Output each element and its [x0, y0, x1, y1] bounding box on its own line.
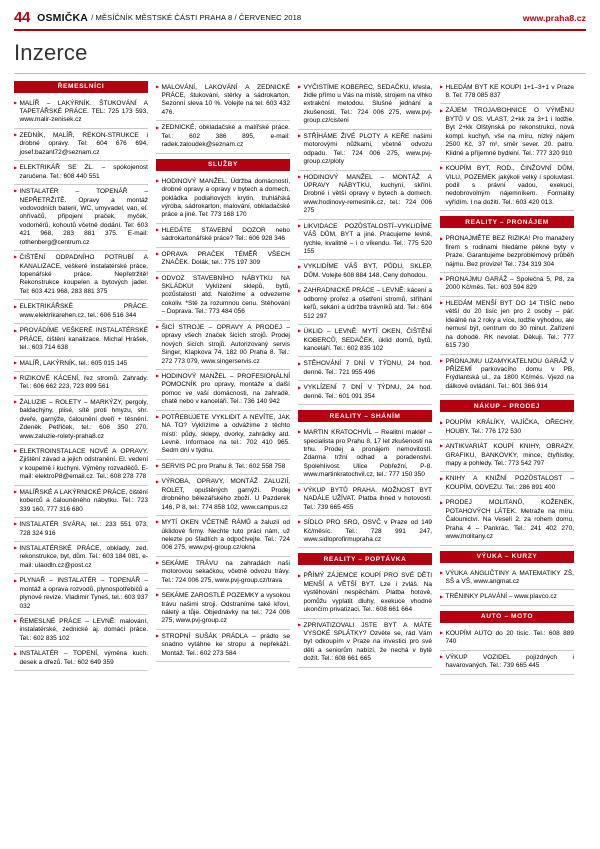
classified-ad: ▶ LIKVIDACE POZŮSTALOSTÍ–VYKLIDÍME VÁŠ DŮM, BYT a jiné. Pracujeme levně, rychle, kvalitně – i o víkendu. Tel.: 775 520 155 [298, 220, 432, 261]
category-heading: REALITY – PRONÁJEM [440, 216, 574, 228]
classified-ad: ▶ ZAHRADNICKÉ PRÁCE – LEVNĚ: kácení a odborný prořez a ošetření stromů, stříhání keřů, sekání a údržba trávníků atd. Tel.: 604 512 297 [298, 284, 432, 325]
classified-ad: ▶ STĚHOVÁNÍ 7 DNÍ V TÝDNU, 24 hod. denně. Tel.: 721 955 496 [298, 357, 432, 381]
classified-ad: ▶ PROVÁDÍME VEŠKERÉ INSTALATÉRSKÉ PRÁCE, čištění kanalizace. Michal Hrášek, tel.: 603 714 638 [14, 324, 148, 356]
classified-ad: ▶ OPRAVA PRAČEK TÉMĚŘ VŠECH ZNAČEK. Dolák, tel.: 775 197 309 [156, 248, 290, 272]
classified-ad: ▶ MALÍŘ, LAKÝRNÍK, tel.: 605 015 145 [14, 357, 148, 372]
classified-ad: ▶ HLEDÁM MENŠÍ BYT DO 14 TISÍC nebo větší do 20 tisíc jen pro 2 osoby – pár. Ideálně na 2 roky a více, lodžie výhodou, ale nemusí být, centrum do 30 minut. Zařízení na dohodě. RK nevolat. Děkuji. Tel.: 777 615 730 [440, 297, 574, 355]
classified-ad: ▶ SÍDLO PRO SRO, OSVČ v Praze od 149 Kč/měsíc. Tel.: 728 991 247, www.sidloprofirmupraha.cz [298, 516, 432, 548]
classified-ad: ▶ ZEDNÍK, MALÍŘ, REKON-STRUKCE i drobné opravy. Tel: 604 676 694, josef.bazant72@seznam.cz [14, 129, 148, 161]
page-title: Inzerce [14, 39, 88, 65]
classified-ad: ▶ TRÉNINKY PLAVÁNÍ – www.plavco.cz [440, 590, 574, 605]
classifieds-columns [0, 74, 600, 846]
classified-ad: ▶ ŽALUZIE – ROLETY – MARKÝZY, pergoly, baldachýny, plisé, sítě proti hmyzu, shr. dveře, garnýže, čalounění dveří + těsnění. Zdeněk Petříček, tel.: 606 350 270, www.zaluzie-rolety-praha8.cz [14, 396, 148, 445]
category-heading: ŘEMESLNÍCI [14, 81, 148, 93]
classifieds-column [156, 81, 290, 836]
category-heading: NÁKUP – PRODEJ [440, 400, 574, 412]
classified-ad: ▶ MALÍŘSKÉ A LAKÝRNICKÉ PRÁCE, čištění koberců a čalouněného nábytku. Tel.: 723 339 160, 777 316 680 [14, 486, 148, 518]
classified-ad: ▶ ZÁJEM TROJA/BOHNICE O VÝMĚNU BYTŮ V OS. VLAST. 2+kk za 3+1 i lodžie. Byt 2+kk Olštýnská po rekonstrukci, nová kompl. kuchyň, vše na míru, nízký nájem 2500 Kč, 37 m², směr sever. 20. patro. Klidné a příjemné bydlení. Tel.: 777 320 910 [440, 104, 574, 162]
classified-ad: ▶ SEKÁME TRÁVU na zahradách naši motorovou sekačkou, včetně odvozu trávy. Tel.: 724 006 275, www.pvj-group.cz/trava [156, 557, 290, 589]
classified-ad: ▶ MYTÍ OKEN VČETNĚ RÁMŮ a žaluzií od úklidové firmy. Nechte tuto práci nám, už nelezte po šfadlích a odpočívejte. Tel.: 724 006 275, www.pvj-group.cz/okna [156, 516, 290, 557]
page-number: 44 [14, 9, 31, 26]
classified-ad: ▶ MARTIN KRATOCHVÍL – Realitní makléř – specialista pro Prahu 8, 17 let zkušeností na trhu. Prodej a pronájem nemovitostí. Zdarma tržní odhad a poradenství. SpolehIivost. Ulice Pobřežní, P-8. www.martinkratochvil.cz, tel.: 777 150 350 [298, 426, 432, 484]
classified-ad: ▶ ELEKTRIKÁŘ SE ZL. – spokojenost zaručena. Tel.: 608 440 551 [14, 161, 148, 185]
classified-ad: ▶ HODINOVÝ MANŽEL – MONTÁŽ A ÚPRAVY NÁBYTKU, kuchyní, skříní. Drobné i větší opravy v bytech a domech. www.hodinovy-remeslnik.cz, tel.: 724 006 275 [298, 171, 432, 220]
classified-ad: ▶ PRONAJMĚTE BEZ RIZIKA! Pro manažery firem s rodinami hledáme pěkné byty v Praze. Garantujeme bezproblémový průběh nájmu. Bez provize! Tel.: 734 319 304 [440, 232, 574, 273]
website-link[interactable]: www.praha8.cz [522, 12, 586, 23]
classified-ad: ▶ KOUPÍM AUTO do 20 tisíc. Tel.: 608 889 740 [440, 627, 574, 651]
category-heading: AUTO – MOTO [440, 611, 574, 623]
classified-ad: ▶ SERVIS PC pro Prahu 8. Tel.: 602 558 758 [156, 460, 290, 475]
classified-ad: ▶ PRODEJ MOLITANŮ, KOŽENEK, POTAHOVÝCH LÁTEK. Metraže na míru. Čalounictví. Na Veselí 2, za rohem domu, Praha 4 – Pankrác. Tel.: 241 402 270, www.molitany.cz [440, 496, 574, 545]
classified-ad: ▶ VÝKUP VOZIDEL pojízdných i havarovaných. Tel.: 739 665 445 [440, 651, 574, 675]
classified-ad: ▶ PŘÍMÝ ZÁJEMCE KOUPÍ PRO SVÉ DĚTI MENŠÍ A VĚTŠÍ BYT. Lze i zvláš. Na vystěhování nespěchám. Platba hotově, pomůžu vyplatit dluhy, exekuce vhodné ukončím privatizaci. Tel.: 608 661 664 [298, 569, 432, 618]
classified-ad: ▶ POTŘEBUJETE VYKLIDIT A NEVÍTE, JAK NA TO? Vyklízíme a odvážíme z těchto místí: půdy, sklepy, dvorky, zahrádky atd. Levně. Informace na tel.: 702 410 965. Sedm dní v týdnu. [156, 411, 290, 460]
page-header [0, 0, 600, 26]
category-heading: REALITY – SHÁNÍM [298, 410, 432, 422]
classified-ad: ▶ HODINOVÝ MANŽEL. Údržba domácností, drobné opravy a opravy v bytech a domech, pokládka podlahových krytin, truhlářská výroba, sádrokarton, malování, obkladačské práce a jiné. Tel: 773 168 170 [156, 175, 290, 224]
classified-ad: ▶ INSTALATÉR – TOPENÍ, výměna kuch. desek a dřezů. Tel.: 602 649 359 [14, 647, 148, 671]
classified-ad: ▶ ŘEMESLNÉ PRÁCE – LEVNĚ: malování, instalatérské, zednické aj. domácí práce. Tel.: 602 835 102 [14, 615, 148, 647]
classified-ad: ▶ POUPÍM KRÁLÍKY, VAJÍČKA, OŘECHY, HOUBY. Tel.: 776 172 530 [440, 416, 574, 440]
classified-ad: ▶ PRONAJMU UZAMYKATELNOU GARÁŽ V PŘÍZEMÍ parkovacího domu v PB, Frýdlantská ul., za 1800 Kč/měs. Vjezd na dálkové ovládání. Tel.: 601 366 914 [440, 355, 574, 396]
classified-ad: ▶ ANTIKVARIÁT KOUPÍ KNIHY, OBRAZY, GRAFIKU, BANKOVKY, mince, čtyřlístky, mapy a pohledy. Tel.: 773 542 797 [440, 440, 574, 472]
classified-ad: ▶ PRONAJMU GARÁŽ – Společná 5, P8, za 2000 Kč/měs. Tel.: 603 594 829 [440, 273, 574, 297]
classified-ad: ▶ VYKLÍZENÍ 7 DNÍ V TÝDNU, 24 hod. denně. Tel.: 601 091 354 [298, 381, 432, 405]
classified-ad: ▶ INSTALATÉRSKÉ PRÁCE, obklady, zed. rekonstrukce, byt, dům. Tel.: 603 184 081, e-mail: ulaodln.cz@post.cz [14, 542, 148, 574]
classified-ad: ▶ ZEDNICKÉ, obkladačské a malířské práce. Tel.: 602 386 895, e-mail: radek.zaloudek@seznam.cz [156, 121, 290, 153]
classified-ad: ▶ STROPNÍ SUŠÁK PRÁDLA – prádlo se snadno vytáhne ke stropu a nepřekáží. Montáž. Tel.: 602 273 584 [156, 630, 290, 662]
classified-ad: ▶ INSTALATÉR – TOPENÁŘ – NEPŘETRŽITĚ. Opravy a montáž vodovodních baterií, WC, umyvadel, van, el. ohřívačů, připojení praček, myček, vodoměrů, kohoutů včetně dodání. Tel: 603 421 968, 283 881 375. E-mail: rothenberg@centrum.cz [14, 185, 148, 251]
classified-ad: ▶ VÝROBA, OPRAVY, MONTÁŽ ZALUZIÍ, ROLET, opuštěných garnýží. Prodej drobného bělezářského zboží. U Pazderek 146, P 8, tel.: 774 858 102, www.campus.cz [156, 475, 290, 516]
category-heading: SLUŽBY [156, 159, 290, 171]
classified-ad: ▶ KNIHY A KNIŽNÍ POZŮSTALOST – KOUPÍM, ODVEZU. Tel.: 286 891 400 [440, 472, 574, 496]
classifieds-column [14, 81, 148, 836]
classified-ad: ▶ HLEDÁM BYT KE KOUPI 1+1–3+1 v Praze 8. Tel: 778 085 837 [440, 81, 574, 105]
category-heading: REALITY – POPTÁVKA [298, 553, 432, 565]
classified-ad: ▶ KOUPÍM BYT, ROD., ČINŽOVNÍ DŮM, VILU, POZEMEK jakýkoli velký i spoluvlast. podíl s právní vadou, exekucí, nedobrovolným nájemníkem. Formality vyřídím. I na dožití. Tel.: 603 420 013. [440, 162, 574, 211]
classified-ad: ▶ RIZIKOVÉ KÁCENÍ, řez stromů. Zahrady. Tel.: 606 662 223, 723 899 561 [14, 372, 148, 396]
classified-ad: ▶ HLEDÁTE STAVEBNÍ DOZOR nebo sádrokartonářské práce? Tel.: 606 928 346 [156, 224, 290, 248]
classifieds-column [298, 81, 432, 836]
classified-ad: ▶ ELEKTROINSTALACE NOVÉ A OPRAVY. Zjištění závad a jejich odstranění. El. vedení v koupelně i kuchyni. Výměny rozvaděčů. E-mail: elektroP8@email.cz. Tel.: 608 278 778 [14, 445, 148, 486]
classified-ad: ▶ VÝKUP BYTŮ PRAHA. MOŽNOST BYT NADÁLE UŽÍVAT. Platba ihned v hotovosti. Tel.: 739 665 455 [298, 484, 432, 516]
classified-ad: ▶ VÝUKA ANGLIČTINY A MATEMATIKY ZŠ, SŠ a VŠ, www.angmat.cz [440, 567, 574, 591]
classified-ad: ▶ INSTALATÉR SVÁRA, tel.: 233 551 973, 728 324 916 [14, 518, 148, 542]
classified-ad: ▶ PLYNAŘ – INSTALATÉR – TOPENÁŘ – montáž a oprava rozvodů, plynospotřebičů a plynové revize. Vladimír Tyneš, tel.: 603 937 032 [14, 574, 148, 615]
classified-ad: ▶ SEKÁME ZAROSTLÉ POZEMKY a vysokou trávu našimi stroji. Odstraníme také křoví, náletý a tůje. Objednávky na tel.: 724 006 275, www.pvj-group.cz [156, 589, 290, 630]
classified-ad: ▶ VYČISTÍME KOBEREC, SEDAČKU, křesla, židle přímo u Vás na místě, strojem na vlhko extrakční metodou. Slušné jednání a zkušenosti. Tel.: 724 006 275, www.pvj-group.cz/cisteni [298, 81, 432, 130]
classified-ad: ▶ MALOVÁNÍ, LAKOVÁNÍ A ZEDNICKÉ PRÁCE, štukování, stěrky a sádrokarton. Sezonní sleva 10 %. Volejte na tel. 603 432 476. [156, 81, 290, 122]
category-heading: VÝUKA – KURZY [440, 551, 574, 563]
classified-ad: ▶ ŠICÍ STROJE – OPRAVY A PRODEJ – opravy všech značek šicích strojů. Prodej nových šicích strojů. Autorizovaný servis Singer, Klapkova 74, 182 00 Praha 8. Tel.: 272 773 079, www.singerservis.cz [156, 321, 290, 370]
classified-ad: ▶ ČIŠTĚNÍ ODPADNÍHO POTRUBÍ A KANALIZACE, veškeré instalatérské práce, topenářské práce. Nepřetržitě! Rekonstrukce koupelen a bytových jader. Tel: 603 421 968, 283 881 375 [14, 251, 148, 300]
classified-ad: ▶ MALÍŘ – LAKÝRNÍK. ŠTUKOVÁNÍ A TAPETÁŘSKÉ PRÁCE. TEL: 725 173 593, www.malir-zenisek.cz [14, 97, 148, 129]
classified-ad: ▶ STŘÍHÁME ŽIVÉ PLOTY A KEŘE našimi motorovými nůžkami, včetně odvozu odpadu. Tel.: 724 006 275, www.pvj-group.cz/ploty [298, 130, 432, 171]
classified-ad: ▶ ZPRIVATIZOVALI JSTE BYT A MÁTE VYSOKÉ SPLÁTKY? Ozvěte se, rád Vám byt odkoupím v Praze na investici pro své děti a seniorům nabízí, že nechá v bytě dožít. Tel.: 608 661 665 [298, 619, 432, 668]
masthead-title: OSMIČKA [37, 11, 89, 24]
classified-ad: ▶ ODVOZ STAVEBNÍHO NÁBYTKU NA SKLÁDKU! Vyklízení sklepů, bytů, pozůstalostí atd. Naložíme a odvezeme cokoliv. *Stě za rozumnou cenu. Stěhování – Doprava. Tel.: 773 484 056 [156, 272, 290, 321]
classified-ad: ▶ ÚKLID – LEVNĚ: MYTÍ OKEN, ČIŠTĚNÍ KOBERCŮ, SEDAČEK, úklid domů, bytů, kanceláří. Tel.: 602 835 102 [298, 325, 432, 357]
classified-ad: ▶ ELEKTRIKÁŘSKÉ PRÁCE. www.elektrikarehen.cz, tel.: 606 516 344 [14, 300, 148, 324]
masthead-subtitle: / MĚSÍČNÍK MĚSTSKÉ ČÁSTI PRAHA 8 / ČERVENEC 2018 [91, 12, 302, 22]
classified-ad: ▶ VYKLIDÍME VÁŠ BYT, PŮDU, SKLEP, DŮM. Volejte 608 884 148. Ceny dohodou. [298, 260, 432, 284]
classified-ad: ▶ HODINOVÝ MANŽEL – PROFESIONÁLNÍ POMOCNÍK pro opravy, montáže a další pomoc ve vaší domácnosti, na zahradě, chatě nebo v kanceláři. Tel.: 736 140 942 [156, 370, 290, 411]
classifieds-column [440, 81, 574, 836]
